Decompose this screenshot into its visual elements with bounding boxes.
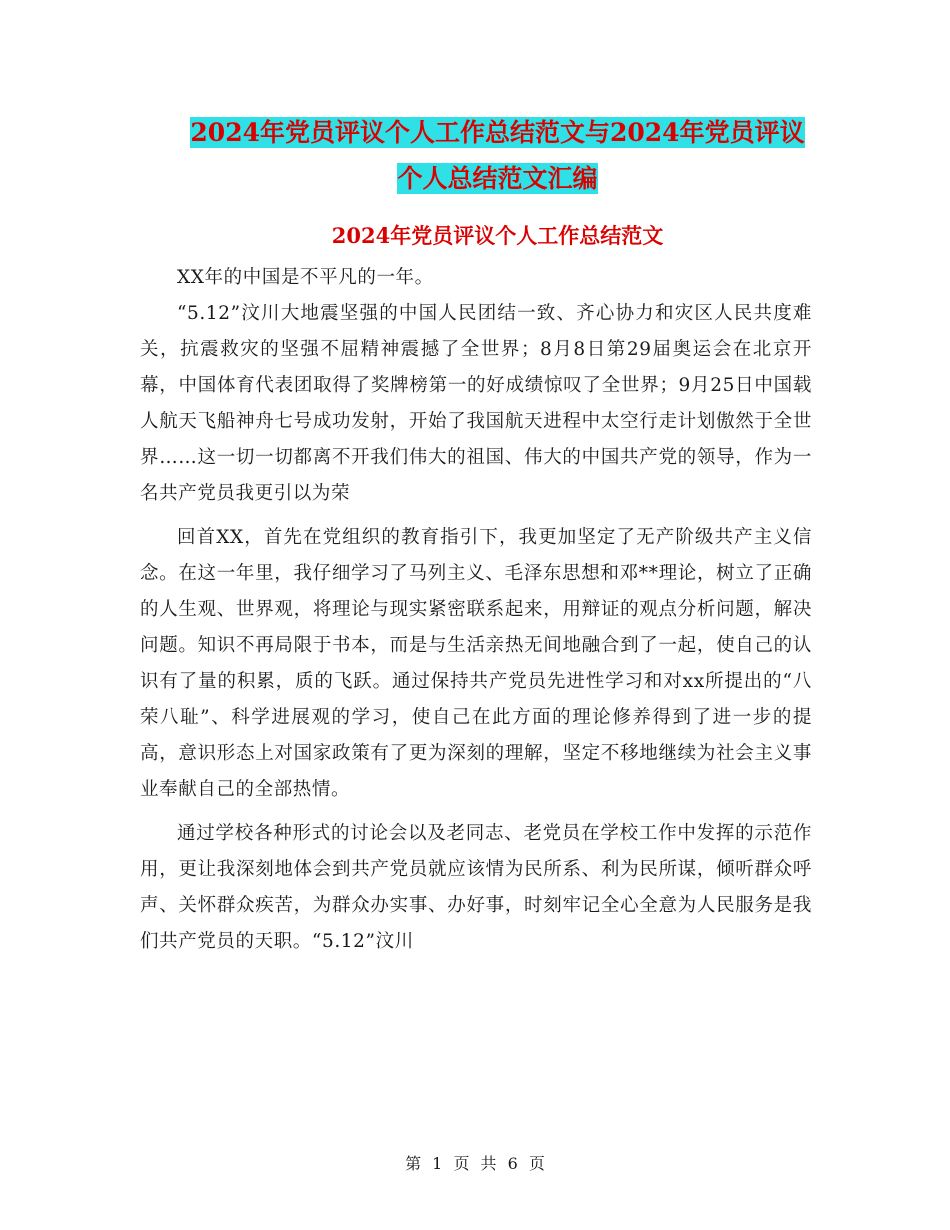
paragraph-3: 回首XX，首先在党组织的教育指引下，我更加坚定了无产阶级共产主义信念。在这一年里，我仔细学习了马列主义、毛泽东思想和邓**理论，树立了正确的人生观、世界观，将理论与现实紧密联系起来，用辩证的观点分析问题，解决问题。知识不再局限于书本，而是与生活亲热无间地融合到了一起，使自己的认识有了量的积累，质的飞跃。通过保持共产党员先进性学习和对xx所提出的“八荣八耻”、科学进展观的学习，使自己在此方面的理论修养得到了进一步的提高，意识形态上对国家政策有了更为深刻的理解，坚定不移地继续为社会主义事业奉献自己的全部热情。 (140, 527, 812, 800)
document-body (140, 260, 812, 960)
document-title-line2: 个人总结范文汇编 (397, 164, 598, 193)
document-title (140, 110, 855, 202)
paragraph-4: 通过学校各种形式的讨论会以及老同志、老党员在学校工作中发挥的示范作用，更让我深刻地体会到共产党员就应该情为民所系、利为民所谋，倾听群众呼声、关怀群众疾苦，为群众办实事、办好事，时刻牢记全心全意为人民服务是我们共产党员的天职。“5.12”汶川 (140, 823, 812, 952)
document-title-line1: 2024年党员评议个人工作总结范文与2024年党员评议 (190, 118, 805, 147)
page-number-footer: 第 1 页 共 6 页 (405, 1154, 545, 1173)
paragraph-2: “5.12”汶川大地震坚强的中国人民团结一致、齐心协力和灾区人民共度难关，抗震救灾的坚强不屈精神震撼了全世界；8月8日第29届奥运会在北京开幕，中国体育代表团取得了奖牌榜第一的好成绩惊叹了全世界；9月25日中国载人航天飞船神舟七号成功发射，开始了我国航天进程中太空行走计划傲然于全世界……这一切一切都离不开我们伟大的祖国、伟大的中国共产党的领导，作为一名共产党员我更引以为荣 (140, 303, 812, 504)
section-title: 2024年党员评议个人工作总结范文 (331, 223, 664, 248)
paragraph-1: XX年的中国是不平凡的一年。 (177, 267, 434, 288)
